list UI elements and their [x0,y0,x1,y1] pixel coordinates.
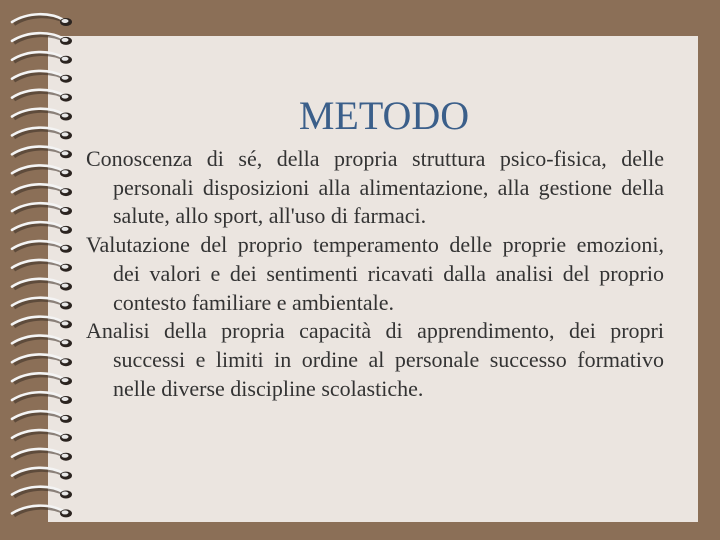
paragraph-conoscenza: Conoscenza di sé, della propria struttura psico-fisica, delle personali disposizioni alla alimentazione, alla gestione della salute, allo sport, all'uso di farmaci. [86,146,664,229]
spiral-ring-icon [12,165,72,177]
spiral-ring-icon [12,317,72,329]
paragraph-valutazione: Valutazione del proprio temperamento delle proprie emozioni, dei valori e dei sentimenti ricavati dalla analisi del proprio contesto familiare e ambientale. [86,232,664,315]
slide-body [86,145,664,403]
spiral-ring-icon [12,14,72,26]
spiral-ring-icon [12,52,72,64]
spiral-ring-icon [12,468,72,480]
spiral-ring-icon [12,411,72,423]
spiral-ring-icon [12,33,72,45]
spiral-ring-icon [12,336,72,348]
spiral-ring-icon [12,506,72,518]
slide-title: METODO [298,93,470,138]
spiral-ring-icon [12,279,72,291]
spiral-ring-icon [12,71,72,83]
spiral-ring-icon [12,203,72,215]
spiral-ring-icon [12,373,72,385]
spiral-ring-icon [12,241,72,253]
spiral-ring-icon [12,298,72,310]
spiral-binding-icon [0,10,90,530]
spiral-ring-icon [12,392,72,404]
spiral-ring-icon [12,260,72,272]
spiral-ring-icon [12,449,72,461]
spiral-ring-icon [12,430,72,442]
spiral-ring-icon [12,487,72,499]
spiral-ring-icon [12,184,72,196]
spiral-ring-icon [12,222,72,234]
spiral-ring-icon [12,354,72,366]
spiral-ring-icon [12,147,72,159]
paragraph-analisi: Analisi della propria capacità di apprendimento, dei propri successi e limiti in ordine al personale successo formativo nelle diverse discipline scolastiche. [86,318,664,401]
